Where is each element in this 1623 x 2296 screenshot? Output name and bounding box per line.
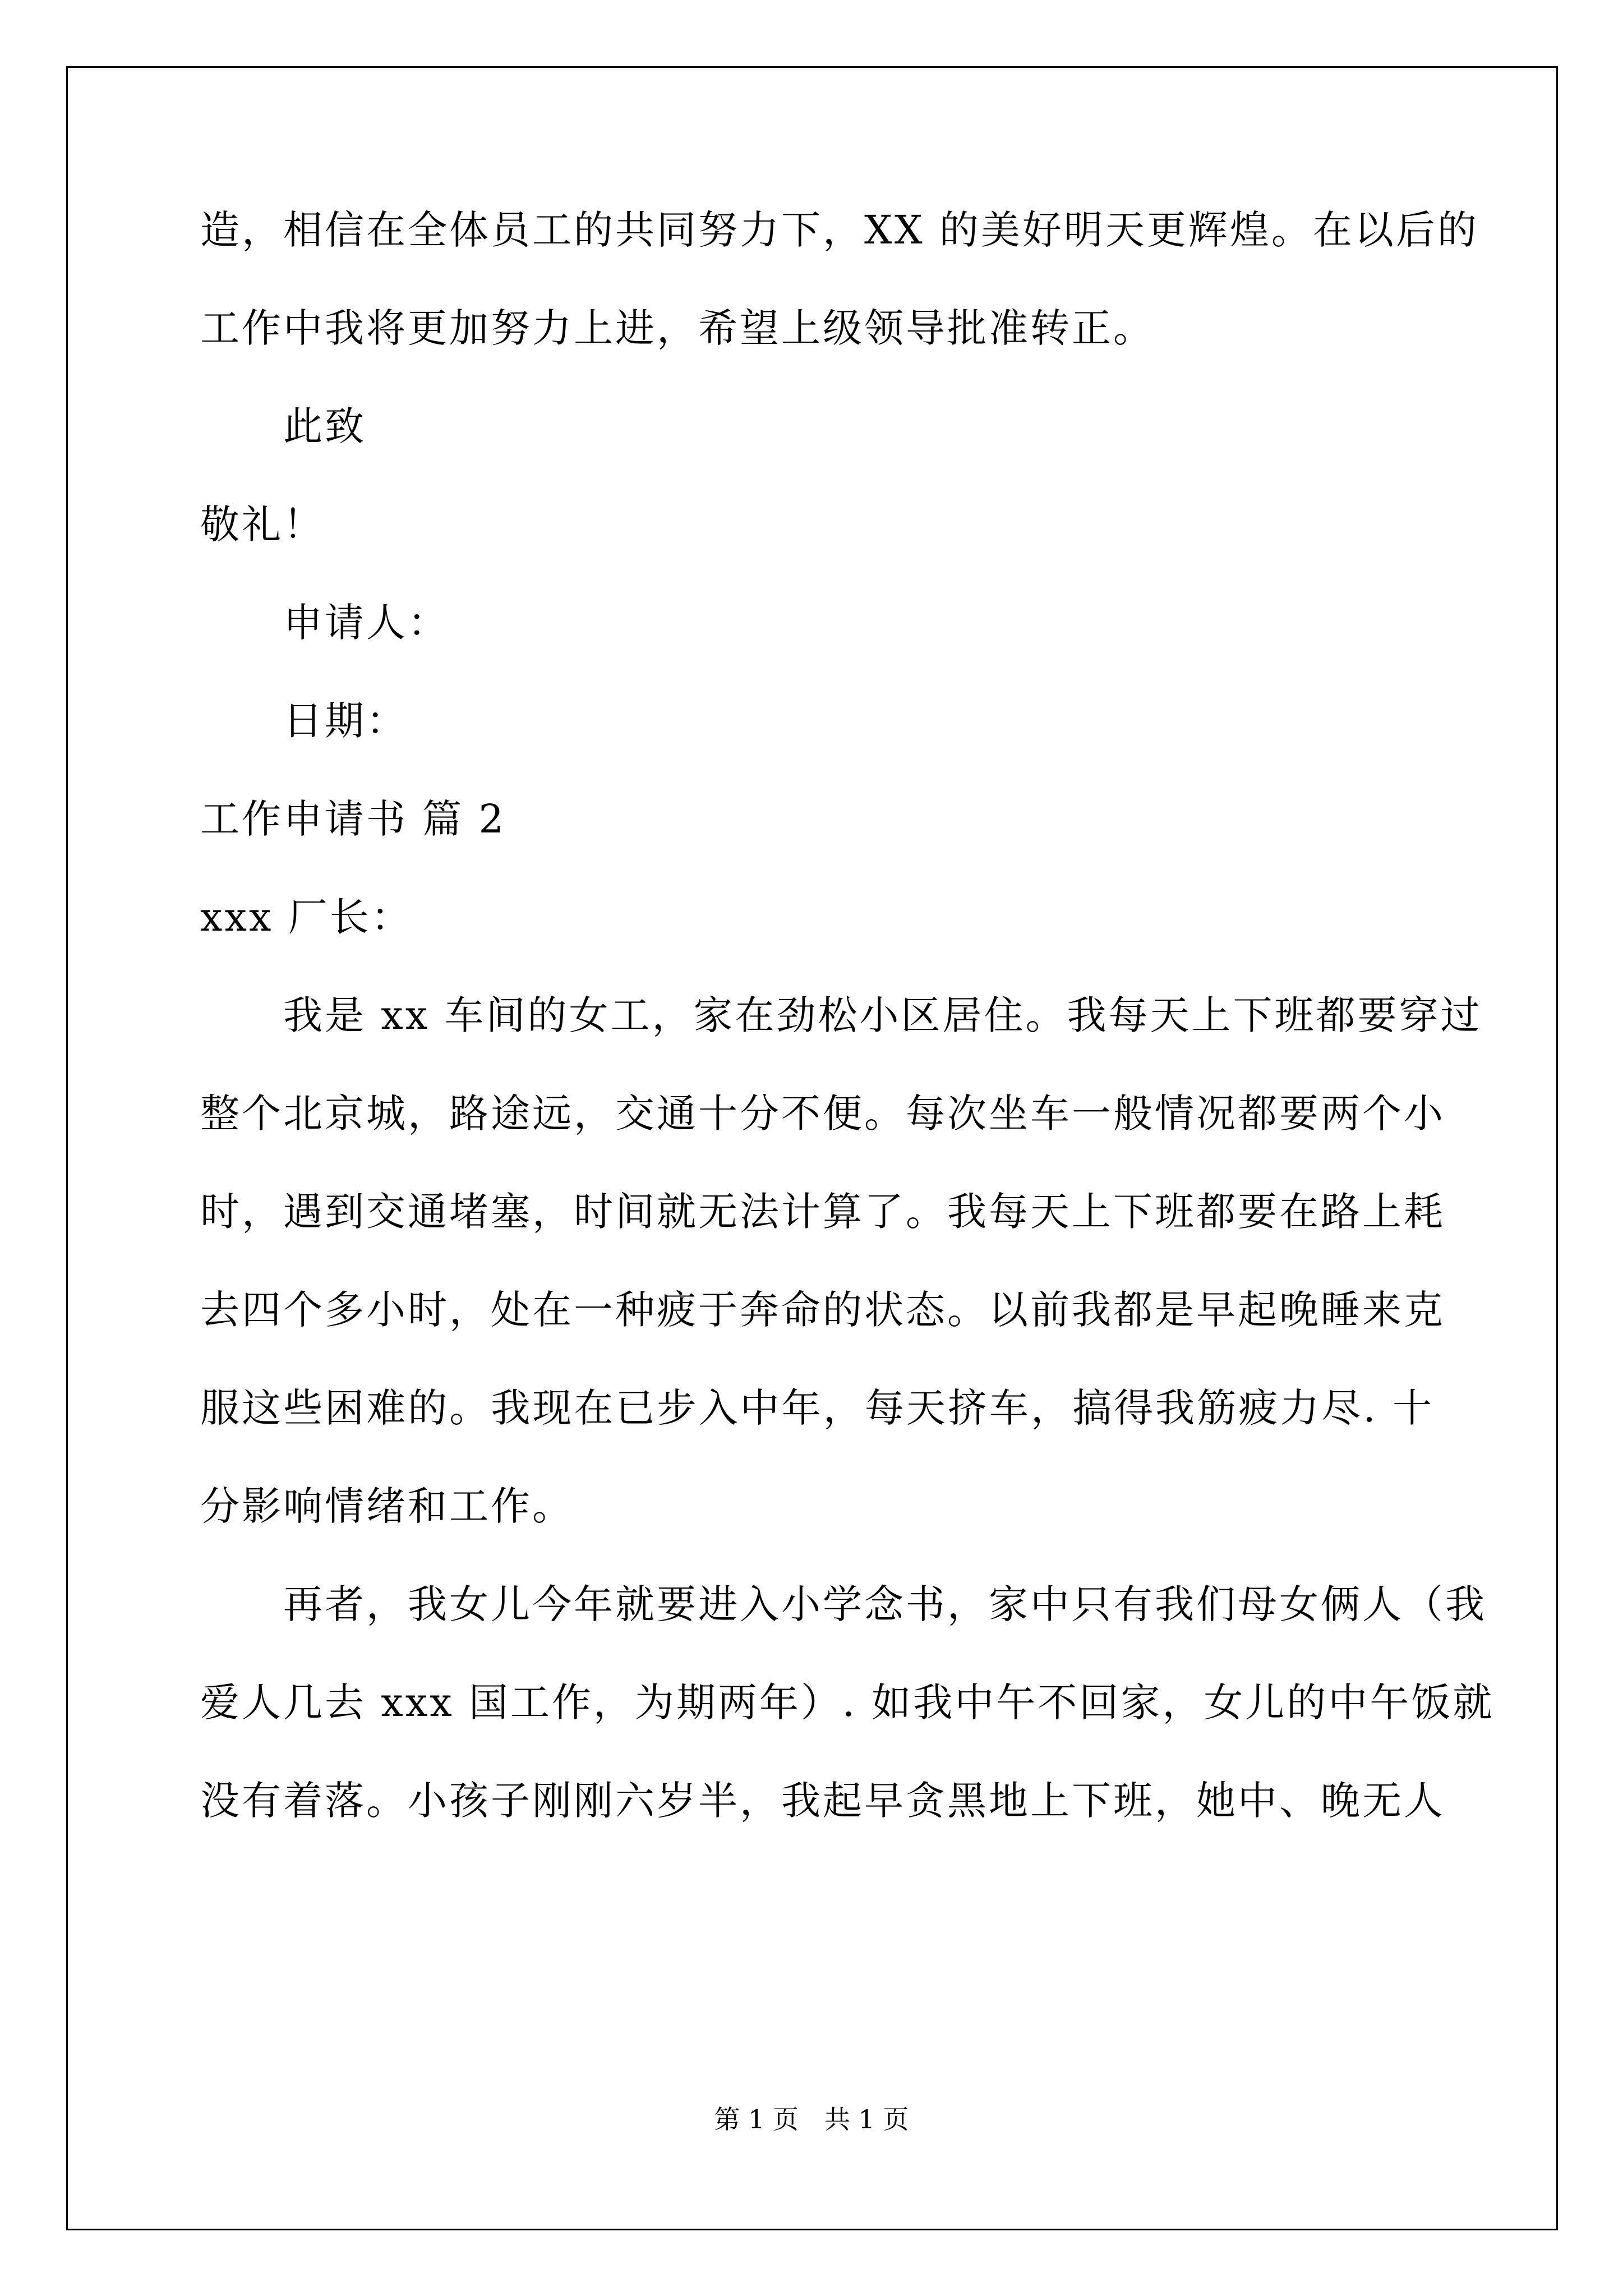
body-line: 服这些困难的。我现在已步入中年，每天挤车，搞得我筋疲力尽. 十 — [200, 1385, 1434, 1431]
salutation-regards: 敬礼！ — [200, 501, 325, 547]
body-line: 爱人几去 xxx 国工作，为期两年）. 如我中午不回家，女儿的中午饭就 — [200, 1680, 1495, 1726]
applicant-label: 申请人： — [283, 600, 449, 646]
body-line: 我是 xx 车间的女工，家在劲松小区居住。我每天上下班都要穿过 — [283, 992, 1482, 1038]
document-body — [200, 202, 1495, 2053]
body-line: 整个北京城，路途远，交通十分不便。每次坐车一般情况都要两个小 — [200, 1091, 1445, 1137]
section-heading: 工作申请书 篇 2 — [200, 796, 506, 842]
page-number: 第 1 页 共 1 页 — [714, 2104, 909, 2134]
body-line: 工作中我将更加努力上进，希望上级领导批准转正。 — [200, 305, 1155, 351]
salutation-closing: 此致 — [283, 403, 366, 449]
body-line: 再者，我女儿今年就要进入小学念书，家中只有我们母女俩人（我 — [283, 1581, 1487, 1627]
body-line: 去四个多小时，处在一种疲于奔命的状态。以前我都是早起晚睡来克 — [200, 1287, 1445, 1333]
body-line: 造，相信在全体员工的共同努力下，XX 的美好明天更辉煌。在以后的 — [200, 207, 1479, 253]
body-line: 时，遇到交通堵塞，时间就无法计算了。我每天上下班都要在路上耗 — [200, 1189, 1445, 1235]
addressee: xxx 厂长： — [200, 894, 413, 940]
date-label: 日期： — [283, 698, 408, 744]
body-line: 没有着落。小孩子刚刚六岁半，我起早贪黑地上下班，她中、晚无人 — [200, 1778, 1445, 1824]
body-line: 分影响情绪和工作。 — [200, 1483, 574, 1529]
